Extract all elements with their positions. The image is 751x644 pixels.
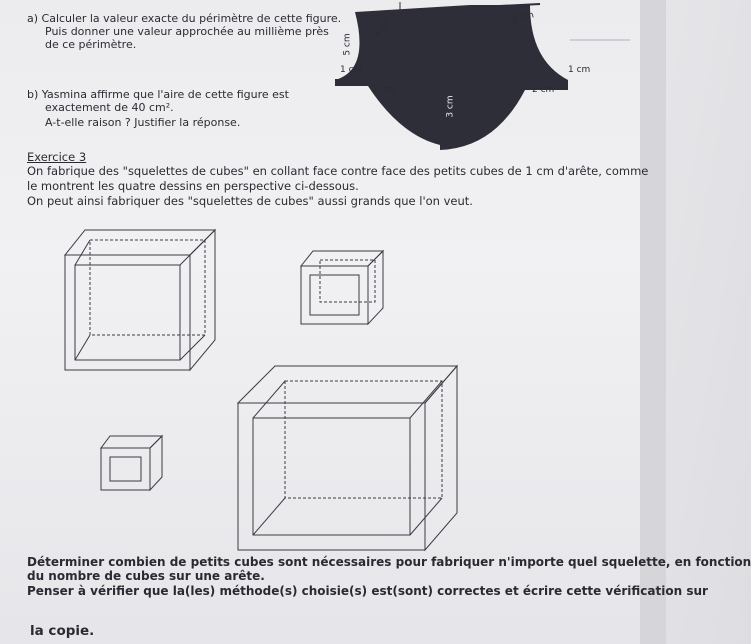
part-b-line3: A-t-elle raison ? Justifier la réponse. [45,116,241,129]
cube-skeleton-small [98,433,168,493]
figure-shape [335,5,568,150]
label-1cm-left: 1 cm [340,65,363,75]
part-a-line3: de ce périmètre. [45,38,137,51]
label-2cm-left: 2 cm [372,85,395,95]
question-line-1: Déterminer combien de petits cubes sont nécessaires pour fabriquer n'importe quel squelette, en fonction [27,555,751,569]
exercise-paragraph-1: On fabrique des "squelettes de cubes" en collant face contre face des petits cubes de 1 cm d'arête, comme [27,164,649,178]
label-3cm-left: 3 cm [372,16,393,41]
part-b-line2: exactement de 40 cm². [45,101,174,114]
cube-skeleton-largest [235,363,460,553]
part-a-line1: a) Calculer la valeur exacte du périmètre de cette figure. [27,12,342,25]
question-line-2: du nombre de cubes sur une arête. [27,569,265,583]
cube-skeleton-medium [298,248,388,328]
label-1cm-right: 1 cm [568,65,591,75]
label-2cm-right: 2 cm [532,85,555,95]
question-line-3: Penser à vérifier que la(les) méthode(s) choisie(s) est(sont) correctes et écrire cette vérification sur [27,584,708,598]
geometry-figure [0,0,666,160]
cube-skeleton-large-top-left [60,225,220,375]
label-5cm: 5 cm [342,33,353,56]
label-3cm-right: 3 cm [510,10,536,26]
part-a-line2: Puis donner une valeur approchée au millième près [45,25,329,38]
label-3cm-bottom: 3 cm [445,95,456,118]
exercise-title: Exercice 3 [27,150,87,164]
question-line-4: la copie. [30,623,95,639]
part-b-line1: b) Yasmina affirme que l'aire de cette figure est [27,88,289,101]
exercise-paragraph-3: On peut ainsi fabriquer des "squelettes de cubes" aussi grands que l'on veut. [27,194,473,208]
exercise-paragraph-2: le montrent les quatre dessins en perspective ci-dessous. [27,179,359,193]
